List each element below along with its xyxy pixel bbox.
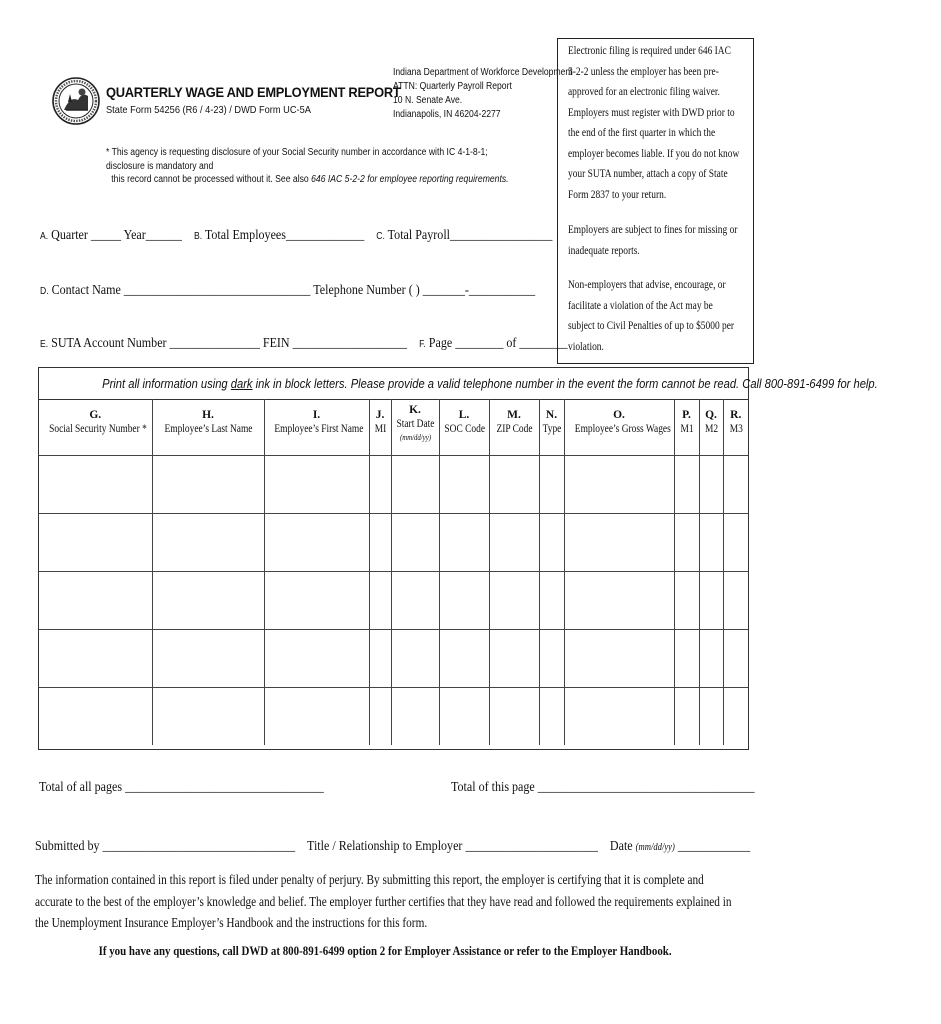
table-cell[interactable] <box>674 572 699 630</box>
table-cell[interactable] <box>264 688 369 746</box>
field-row-quarter-totals <box>40 228 552 244</box>
column-letter: O. <box>613 409 625 421</box>
year-field[interactable]: Year______ <box>123 228 182 243</box>
table-cell[interactable] <box>369 572 391 630</box>
table-cell[interactable] <box>391 456 439 514</box>
table-cell[interactable] <box>152 514 264 572</box>
table-cell[interactable] <box>564 514 674 572</box>
table-cell[interactable] <box>39 456 152 514</box>
table-cell[interactable] <box>539 456 564 514</box>
column-label: Type <box>542 423 561 435</box>
agency-line: 10 N. Senate Ave. <box>393 95 463 106</box>
table-cell[interactable] <box>489 688 539 746</box>
table-row <box>39 456 748 514</box>
table-cell[interactable] <box>699 572 723 630</box>
disclosure-text: this record cannot be processed without it. See also <box>111 174 309 185</box>
column-label: Social Security Number * <box>49 423 147 435</box>
table-row <box>39 630 748 688</box>
table-cell[interactable] <box>674 456 699 514</box>
column-letter: I. <box>312 409 321 421</box>
field-letter-b: B. <box>193 231 203 242</box>
field-letter-f: F. <box>419 339 426 350</box>
column-label: SOC Code <box>443 423 485 435</box>
date-format-hint: (mm/dd/yy) <box>635 842 675 853</box>
column-label: Employee’s Gross Wages <box>574 423 671 435</box>
field-letter-a: A. <box>40 231 49 242</box>
table-cell[interactable] <box>152 572 264 630</box>
column-header-zip-code <box>489 399 539 456</box>
table-cell[interactable] <box>699 630 723 688</box>
column-header-first-name <box>264 399 369 456</box>
table-cell[interactable] <box>489 630 539 688</box>
column-label: M1 <box>679 423 694 435</box>
table-header-row <box>39 399 748 456</box>
column-label: MI <box>374 423 386 435</box>
agency-line: Indianapolis, IN 46204-2277 <box>393 109 501 120</box>
table-cell[interactable] <box>539 514 564 572</box>
table-cell[interactable] <box>152 688 264 746</box>
column-header-start-date <box>391 399 439 456</box>
column-label: Employee’s First Name <box>273 423 363 435</box>
title-relationship-field[interactable]: Title / Relationship to Employer ______________________ <box>307 839 598 854</box>
table-cell[interactable] <box>264 572 369 630</box>
table-cell[interactable] <box>564 572 674 630</box>
column-label: Employee’s Last Name <box>164 423 252 435</box>
suta-account-field[interactable]: SUTA Account Number _______________ <box>51 336 260 351</box>
table-cell[interactable] <box>439 514 489 572</box>
column-header-mi <box>369 399 391 456</box>
table-cell[interactable] <box>369 456 391 514</box>
column-letter: H. <box>202 409 214 421</box>
column-letter: K. <box>409 404 421 416</box>
column-letter: Q. <box>705 409 717 421</box>
table-cell[interactable] <box>539 630 564 688</box>
employee-wage-table <box>38 367 878 750</box>
table-cell[interactable] <box>39 688 152 746</box>
table-cell[interactable] <box>723 514 748 572</box>
column-header-m3 <box>723 399 748 456</box>
agency-line: ATTN: Quarterly Payroll Report <box>393 81 512 92</box>
field-row-contact <box>40 283 535 299</box>
column-header-m2 <box>699 399 723 456</box>
table-cell[interactable] <box>264 630 369 688</box>
table-cell[interactable] <box>674 688 699 746</box>
column-letter: L. <box>458 409 470 421</box>
field-row-account <box>40 336 568 352</box>
column-letter: M. <box>507 409 521 421</box>
table-cell[interactable] <box>39 514 152 572</box>
table-cell[interactable] <box>699 514 723 572</box>
total-employees-field[interactable]: Total Employees_____________ <box>204 228 365 243</box>
table-cell[interactable] <box>699 456 723 514</box>
perjury-certification: The information contained in this report is filed under penalty of perjury. By submitting this report, the employer is certifying that it is complete and accurate to the best of the employer’s knowledge and belief. The employer further certifies that they have read and followed the requirements explained in the Unemployment Insurance Employer’s Handbook and the instructions for this form. <box>35 872 732 930</box>
table-cell[interactable] <box>674 630 699 688</box>
help-text: If you have any questions, call DWD at 800-891-6499 option 2 for Employer Assistance or refer to the Employer Handbook. <box>98 943 672 958</box>
table-cell[interactable] <box>564 630 674 688</box>
table-cell[interactable] <box>699 688 723 746</box>
agency-address <box>393 66 573 122</box>
table-cell[interactable] <box>152 630 264 688</box>
table-cell[interactable] <box>723 456 748 514</box>
table-cell[interactable] <box>369 630 391 688</box>
field-letter-e: E. <box>40 339 49 350</box>
column-label: M2 <box>704 423 718 435</box>
date-field[interactable]: ____________ <box>677 839 751 854</box>
table-row <box>39 514 748 572</box>
column-header-ssn <box>39 399 152 456</box>
contact-name-field[interactable]: Contact Name _______________________________ <box>51 283 311 298</box>
column-header-m1 <box>674 399 699 456</box>
ssn-disclosure-note <box>106 146 511 187</box>
table-cell[interactable] <box>723 688 748 746</box>
table-cell[interactable] <box>391 688 439 746</box>
table-cell[interactable] <box>439 630 489 688</box>
table-cell[interactable] <box>439 572 489 630</box>
electronic-filing-notice: Electronic filing is required under 646 IAC 5-2-2 unless the employer has been pre-approved for an electronic filing waiver. Employers must register with DWD prior to the end of the first quarter in which the employer becomes liable. If you do not know your SUTA number, attach a copy of State Form 2837 to your return. <box>568 45 740 201</box>
disclosure-line-2 <box>106 173 511 187</box>
wage-grid <box>39 399 748 745</box>
table-cell[interactable] <box>391 514 439 572</box>
field-letter-d: D. <box>40 286 49 297</box>
telephone-field[interactable]: Telephone Number ( ) _______-___________ <box>313 283 536 298</box>
page-of-field[interactable]: Page ________ of ________ <box>428 336 568 351</box>
column-letter: R. <box>730 409 742 421</box>
instruction-text: Print all information using <box>102 376 231 391</box>
table-cell[interactable] <box>723 572 748 630</box>
column-label: Start Date <box>396 418 434 430</box>
print-instruction <box>39 368 878 400</box>
total-payroll-field[interactable]: Total Payroll_________________ <box>387 228 553 243</box>
submitted-by-field[interactable]: Submitted by ________________________________ <box>35 839 296 854</box>
column-letter: N. <box>545 409 558 421</box>
table-cell[interactable] <box>152 456 264 514</box>
total-this-page-field[interactable]: Total of this page ____________________________________ <box>451 780 755 795</box>
instruction-text: ink in block letters. Please provide a valid telephone number in the event the form cannot be read. Call 800-891-6499 for help. <box>252 376 878 391</box>
filing-notice-box <box>557 38 754 364</box>
column-header-soc-code <box>439 399 489 456</box>
table-cell[interactable] <box>564 456 674 514</box>
column-label: ZIP Code <box>495 423 533 435</box>
instruction-emphasis: dark <box>230 376 253 391</box>
table-cell[interactable] <box>489 456 539 514</box>
table-cell[interactable] <box>264 456 369 514</box>
table-cell[interactable] <box>564 688 674 746</box>
table-cell[interactable] <box>391 572 439 630</box>
column-label: M3 <box>729 423 743 435</box>
help-contact-line <box>0 943 770 959</box>
form-title: QUARTERLY WAGE AND EMPLOYMENT REPORT <box>106 84 401 100</box>
table-cell[interactable] <box>723 630 748 688</box>
table-row <box>39 572 748 630</box>
column-header-type <box>539 399 564 456</box>
column-letter: G. <box>89 409 102 421</box>
table-cell[interactable] <box>39 572 152 630</box>
total-all-pages-field[interactable]: Total of all pages _________________________________ <box>39 780 324 795</box>
table-cell[interactable] <box>539 572 564 630</box>
column-header-gross-wages <box>564 399 674 456</box>
table-cell[interactable] <box>674 514 699 572</box>
column-sublabel: (mm/dd/yy) <box>399 433 431 442</box>
field-letter-c: C. <box>376 231 385 242</box>
table-cell[interactable] <box>39 630 152 688</box>
table-cell[interactable] <box>439 456 489 514</box>
fein-field[interactable]: FEIN ___________________ <box>262 336 408 351</box>
column-header-last-name <box>152 399 264 456</box>
fines-notice: Employers are subject to fines for missing or inadequate reports. <box>568 224 738 257</box>
quarter-field[interactable]: Quarter _____ <box>51 228 122 243</box>
table-cell[interactable] <box>391 630 439 688</box>
table-cell[interactable] <box>369 514 391 572</box>
table-cell[interactable] <box>439 688 489 746</box>
column-letter: P. <box>682 409 691 421</box>
agency-line: Indiana Department of Workforce Development <box>393 67 573 78</box>
table-cell[interactable] <box>489 572 539 630</box>
state-seal-icon <box>52 66 100 136</box>
signature-row <box>35 839 750 855</box>
table-cell[interactable] <box>539 688 564 746</box>
table-cell[interactable] <box>264 514 369 572</box>
civil-penalties-notice: Non-employers that advise, encourage, or facilitate a violation of the Act may be subject to Civil Penalties of up to $5000 per violation. <box>568 279 735 353</box>
column-letter: J. <box>375 409 385 421</box>
table-cell[interactable] <box>369 688 391 746</box>
disclosure-reference: 646 IAC 5-2-2 for employee reporting requirements. <box>311 174 509 185</box>
date-label: Date <box>609 839 633 854</box>
disclosure-line-1: * This agency is requesting disclosure of your Social Security number in accordance with IC 4-1-8-1; disclosure is mandatory and <box>106 147 488 172</box>
table-row <box>39 688 748 746</box>
form-number: State Form 54256 (R6 / 4-23) / DWD Form UC-5A <box>106 104 311 116</box>
table-cell[interactable] <box>489 514 539 572</box>
